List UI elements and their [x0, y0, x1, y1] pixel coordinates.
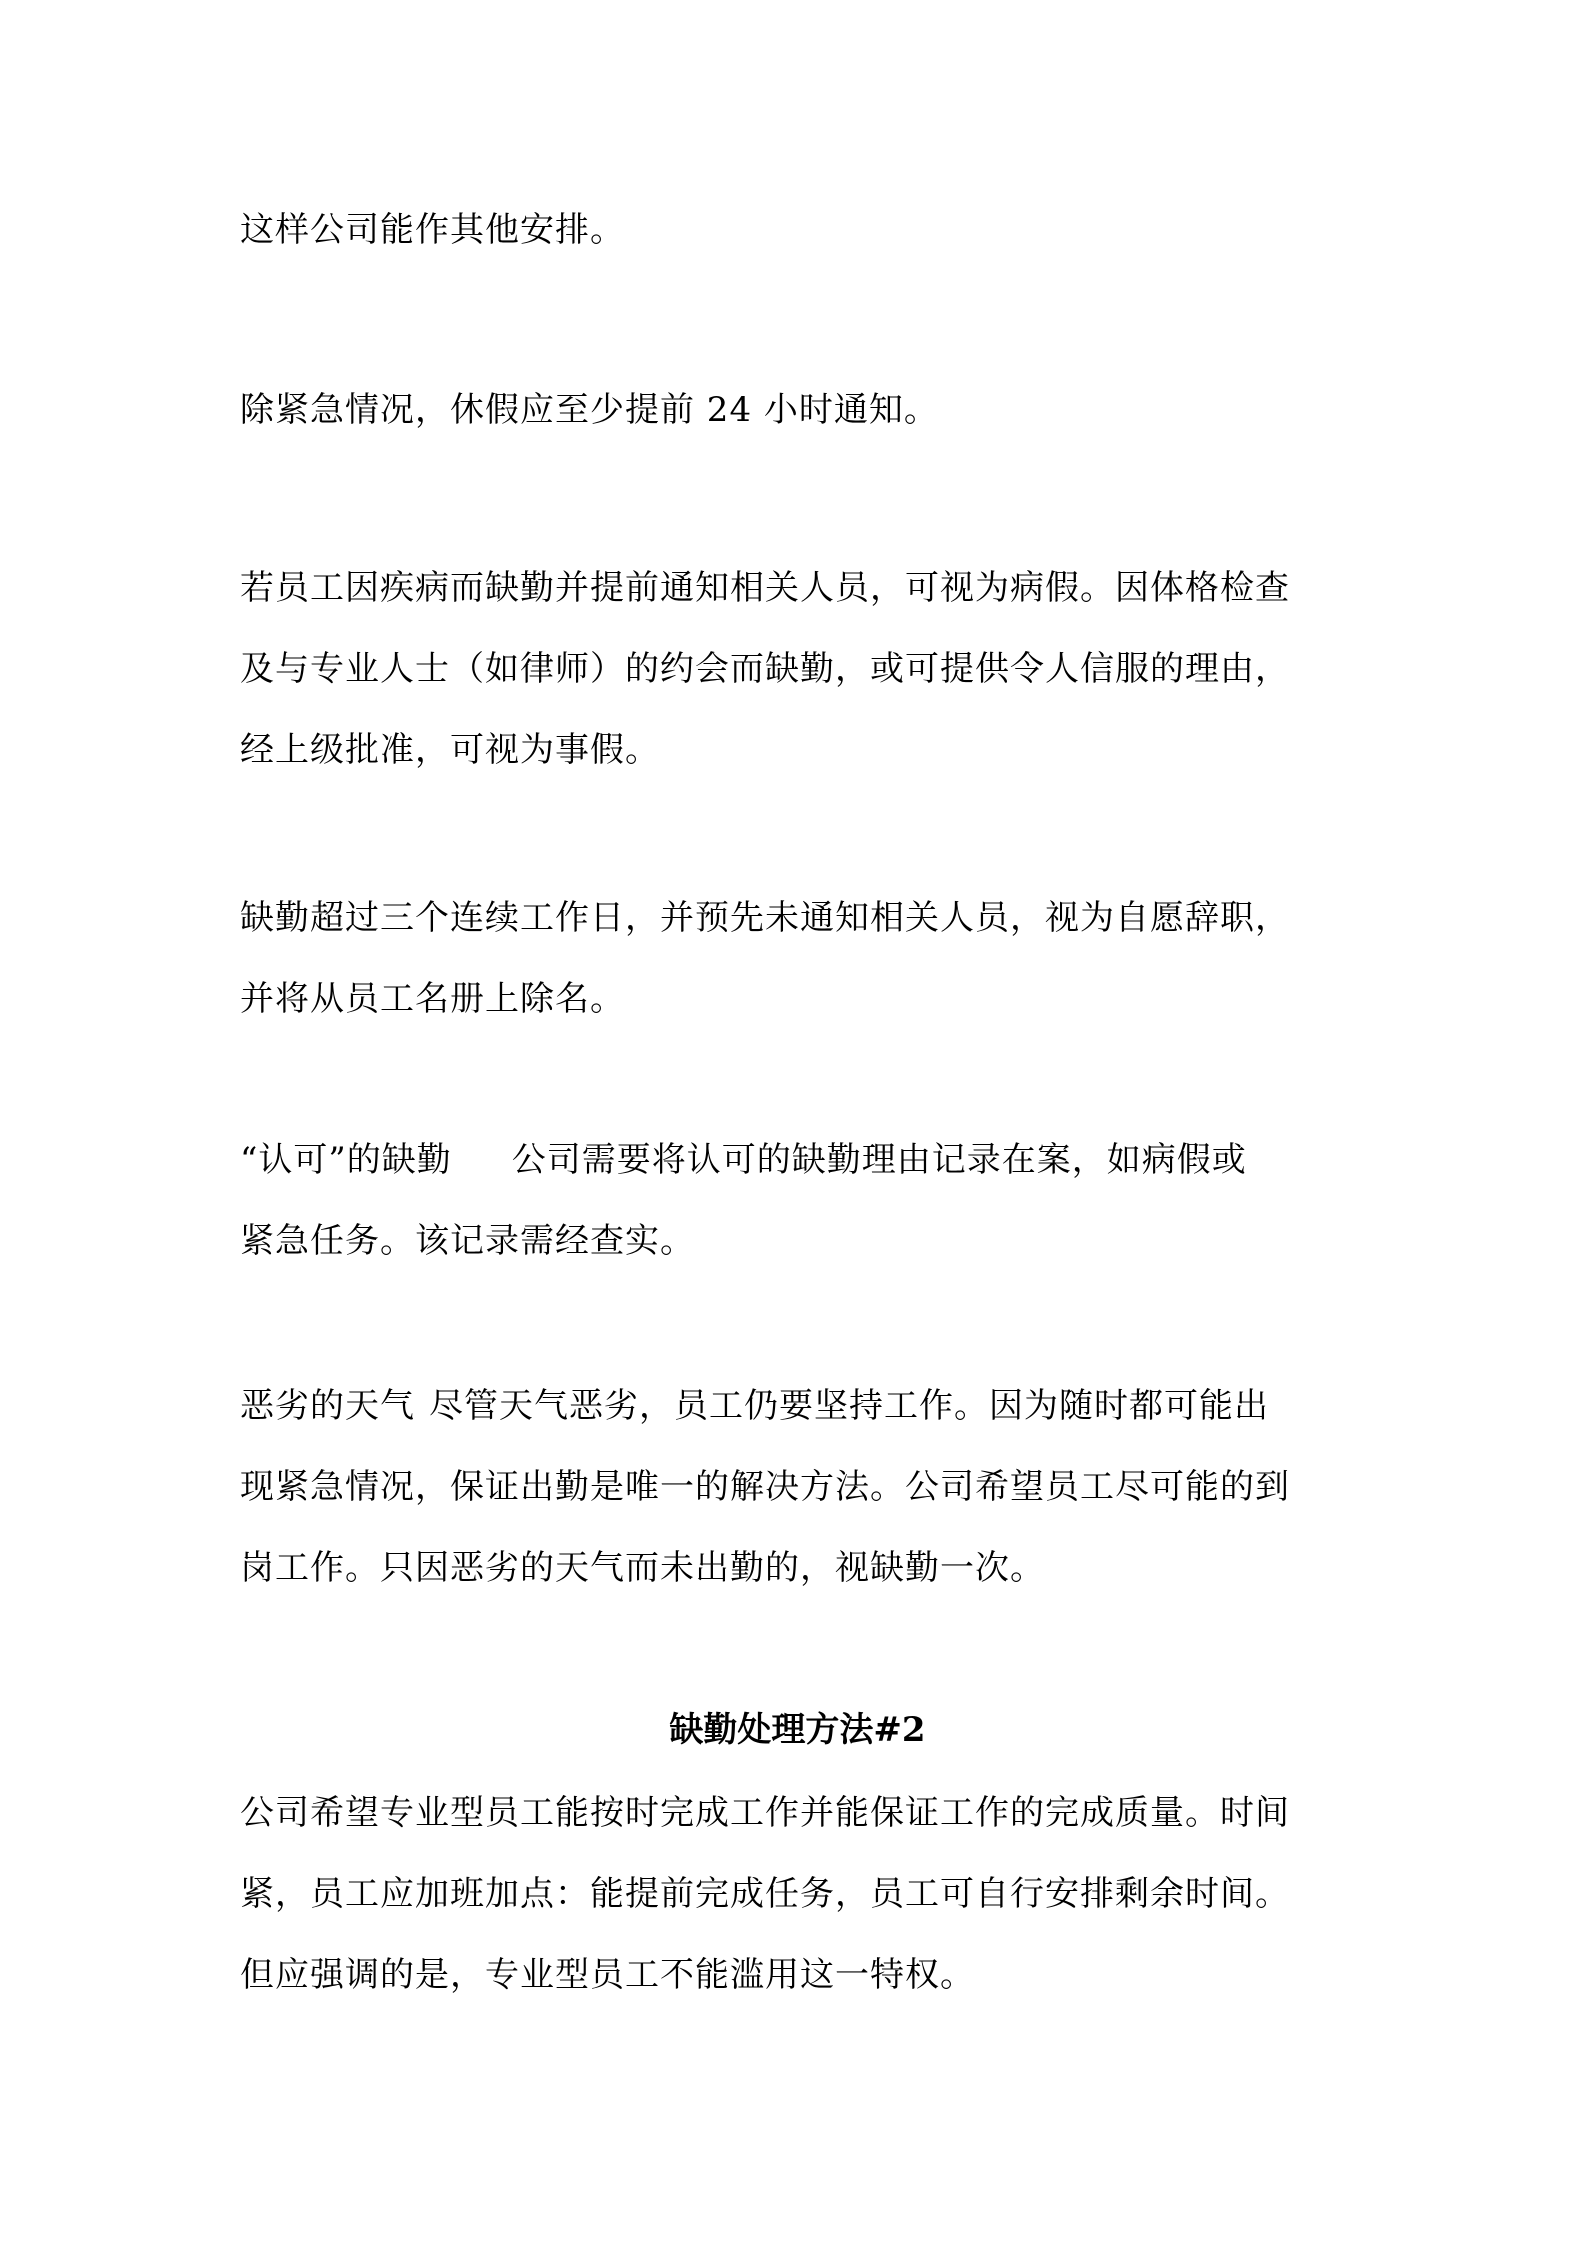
text-line: [240, 1366, 1355, 1447]
text-line: 但应强调的是，专业型员工不能滥用这一特权。: [240, 1955, 975, 1995]
text-line: 经上级批准，可视为事假。: [240, 730, 660, 770]
term-description: 尽管天气恶劣，员工仍要坚持工作。因为随时都可能出: [429, 1386, 1269, 1426]
text-line: 若员工因疾病而缺勤并提前通知相关人员，可视为病假。因体格检查: [240, 568, 1290, 608]
text-line: 除紧急情况，休假应至少提前 24 小时通知。: [240, 390, 939, 430]
text-line: 岗工作。只因恶劣的天气而未出勤的，视缺勤一次。: [240, 1548, 1045, 1588]
paragraph-absence-resignation: [240, 878, 1355, 1040]
text-line: 这样公司能作其他安排。: [240, 210, 625, 250]
term-description: 公司需要将认可的缺勤理由记录在案，如病假或: [511, 1140, 1247, 1180]
paragraph-sick-leave: [240, 548, 1355, 791]
text-line: 紧急任务。该记录需经查实。: [240, 1221, 695, 1261]
text-line: 及与专业人士（如律师）的约会而缺勤，或可提供令人信服的理由，: [240, 649, 1290, 689]
text-line: 缺勤超过三个连续工作日，并预先未通知相关人员，视为自愿辞职，: [240, 898, 1290, 938]
paragraph-approved-absence: [240, 1120, 1355, 1282]
term-label: “认可”的缺勤: [240, 1140, 452, 1180]
text-line: 公司希望专业型员工能按时完成工作并能保证工作的完成质量。时间: [240, 1793, 1290, 1833]
text-line: [240, 1120, 1355, 1201]
paragraph-bad-weather: [240, 1366, 1355, 1609]
section-heading: 缺勤处理方法#2: [669, 1710, 926, 1750]
paragraph-arrangement: [240, 190, 1355, 271]
term-label: 恶劣的天气: [240, 1386, 415, 1426]
text-line: 紧，员工应加班加点：能提前完成任务，员工可自行安排剩余时间。: [240, 1874, 1290, 1914]
paragraph-leave-notice: [240, 370, 1355, 451]
text-line: 现紧急情况，保证出勤是唯一的解决方法。公司希望员工尽可能的到: [240, 1467, 1290, 1507]
paragraph-professional-staff: [240, 1773, 1355, 2016]
text-line: 并将从员工名册上除名。: [240, 979, 625, 1019]
